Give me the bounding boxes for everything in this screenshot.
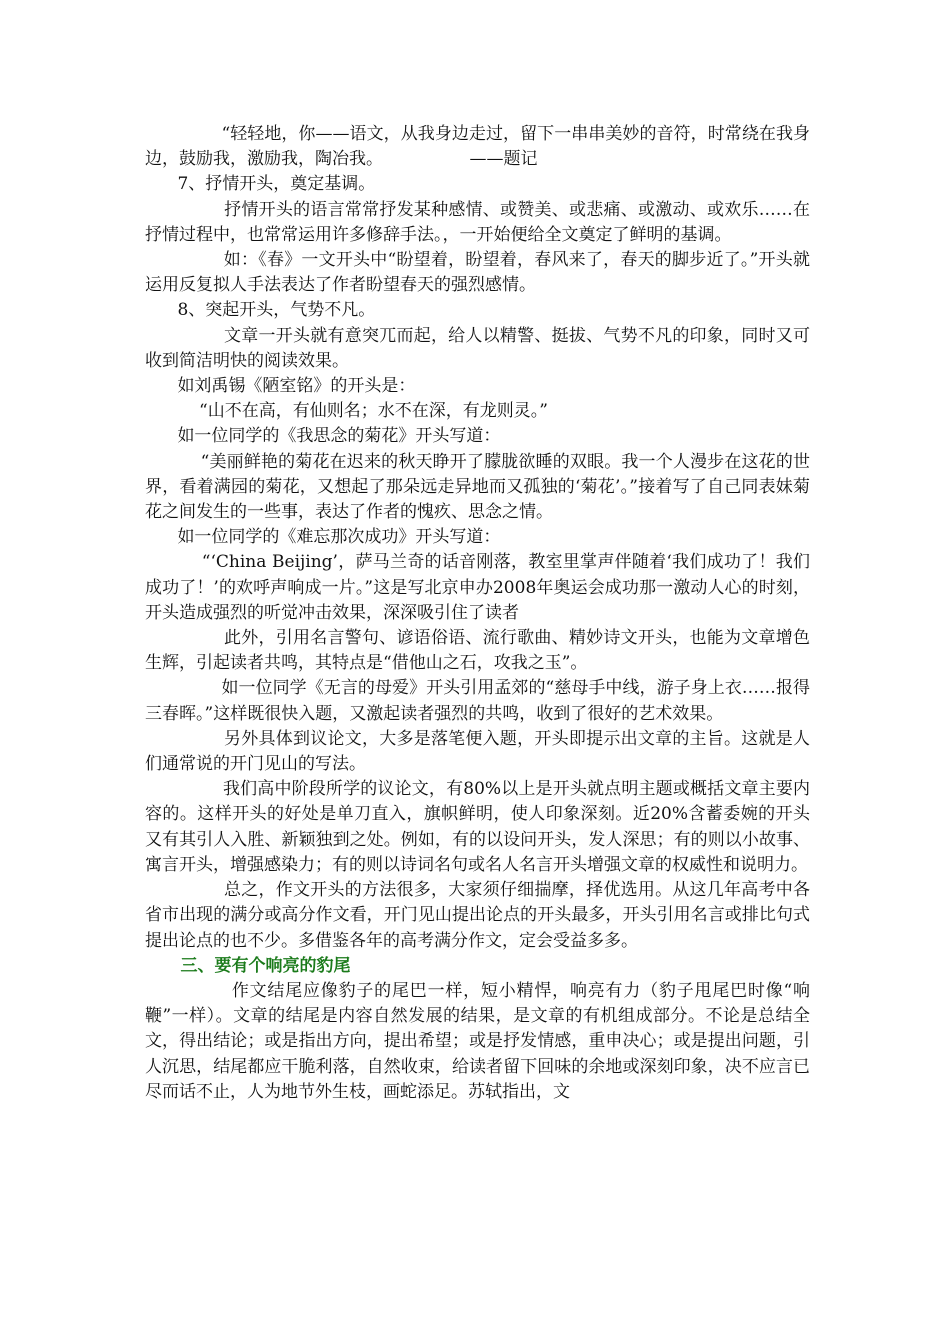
- paragraph-motherlove-example: 如一位同学《无言的母爱》开头引用孟郊的“慈母手中线，游子身上衣……报得三春晖。”这样既很快入题，又激起读者强烈的共鸣，收到了很好的艺术效果。: [145, 678, 810, 724]
- paragraph-success-quote: “‘China Beijing’，萨马兰奇的话音刚落，教室里掌声伴随着‘我们成功了！我们成功了！’的欢呼声响成一片。”这是写北京申办2008年奥运会成功那一激动人心的时刻，开头造成强烈的听觉冲击效果，深深吸引住了读者: [145, 552, 811, 623]
- paragraph-epigraph: “轻轻地，你——语文，从我身边走过，留下一串串美妙的音符，时常绕在我身边，鼓励我，激励我，陶冶我。 ——题记: [145, 124, 810, 170]
- paragraph-sudden-opening: 文章一开头就有意突兀而起，给人以精警、挺拔、气势不凡的印象，同时又可收到简洁明快的阅读效果。: [145, 325, 811, 371]
- paragraph-quotation-opening: 此外，引用名言警句、谚语俗语、流行歌曲、精妙诗文开头，也能为文章增色生辉，引起读者共鸣，其特点是“借他山之石，攻我之玉”。: [145, 628, 811, 674]
- paragraph-heading-8: 8、突起开头，气势不凡。: [145, 300, 376, 321]
- section-heading-ending: 三、要有个响亮的豹尾: [145, 955, 351, 976]
- paragraph-loushiming-quote: “山不在高，有仙则名；水不在深，有龙则灵。”: [145, 401, 548, 422]
- paragraph-ending-intro: 作文结尾应像豹子的尾巴一样，短小精悍，响亮有力（豹子甩尾巴时像“响鞭”一样）。文章的结尾是内容自然发展的结果，是文章的有机组成部分。不论是总结全文，得出结论；或是指出方向，提出希望；或是抒发情感，重申决心；或是提出问题，引人沉思，结尾都应干脆利落，自然收束，给读者留下回味的余地或深刻印象，决不应言已尽而话不止，人为地节外生枝，画蛇添足。苏轼指出，文: [145, 980, 810, 1102]
- paragraph-argument-opening: 另外具体到议论文，大多是落笔便入题，开头即提示出文章的主旨。这就是人们通常说的开门见山的写法。: [145, 728, 811, 775]
- paragraph-heading-7: 7、抒情开头，奠定基调。: [145, 174, 376, 195]
- paragraph-chrysanthemum-quote: “美丽鲜艳的菊花在迟来的秋天睁开了朦胧欲睡的双眼。我一个人漫步在这花的世界，看着满园的菊花，又想起了那朵远走异地而又孤独的‘菊花’。”接着写了自己同表妹菊 花之间发生的一些事，表达了作者的愧疚、思念之情。: [145, 451, 854, 523]
- paragraph-spring-example: 如：《春》一文开头中“盼望着，盼望着，春风来了，春天的脚步近了。”开头就运用反复拟人手法表达了作者盼望春天的强烈感情。: [145, 250, 811, 296]
- paragraph-highschool-essays: 我们高中阶段所学的议论文，有80%以上是开头就点明主题或概括文章主要内容的。这样开头的好处是单刀直入，旗帜鲜明，使人印象深刻。近20%含蓄委婉的开头又有其引人入胜、新颖独到之处。例如，有的以设问开头，发人深思；有的则以小故事、寓言开头，增强感染力；有的则以诗词名句或名人名言开头增强文章的权威性和说明力。: [145, 779, 810, 875]
- paragraph-success-intro: 如一位同学的《难忘那次成功》开头写道：: [145, 527, 501, 548]
- paragraph-summary: 总之，作文开头的方法很多，大家须仔细揣摩，择优选用。从这几年高考中各省市出现的满分或高分作文看，开门见山提出论点的开头最多，开头引用名言或排比句式提出论点的也不少。多借鉴各年的高考满分作文，定会受益多多。: [145, 880, 811, 951]
- paragraph-lyric-opening: 抒情开头的语言常常抒发某种感情、或赞美、或悲痛、或激动、或欢乐……在抒情过程中，也常常运用许多修辞手法。，一开始便给全文奠定了鲜明的基调。: [145, 199, 810, 245]
- paragraph-loushiming-intro: 如刘禹锡《陋室铭》的开头是：: [145, 376, 416, 397]
- paragraph-chrysanthemum-intro: 如一位同学的《我思念的菊花》开头写道：: [145, 426, 501, 447]
- document-body: [145, 122, 854, 1105]
